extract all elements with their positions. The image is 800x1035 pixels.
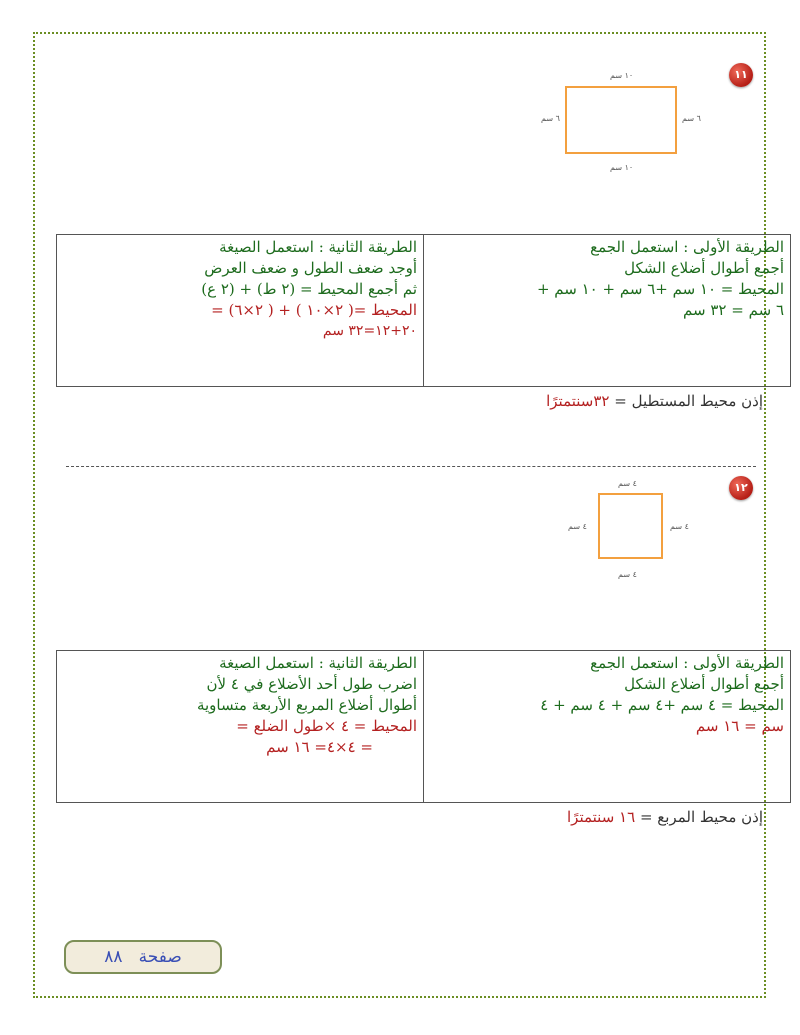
square-shape bbox=[598, 493, 663, 559]
square-left-dimension: ٤ سم bbox=[568, 522, 587, 531]
rectangle-bottom-dimension: ١٠ سم bbox=[610, 163, 634, 172]
method-one-line: أجمع أطوال أضلاع الشكل bbox=[624, 675, 784, 693]
page-number: ٨٨ bbox=[104, 947, 123, 967]
problem-number-badge: ١٢ bbox=[729, 476, 753, 500]
method-one-line: أجمع أطوال أضلاع الشكل bbox=[624, 259, 784, 277]
rectangle-shape bbox=[565, 86, 677, 154]
method-two-line: ثم أجمع المحيط = (٢ ط) + (٢ ع) bbox=[201, 280, 417, 298]
conclusion-label: إذن محيط المربع = bbox=[639, 808, 763, 826]
method-one-line: المحيط = ١٠ سم +٦ سم + ١٠ سم + bbox=[536, 280, 784, 298]
problem-number-badge: ١١ bbox=[729, 63, 753, 87]
method-two-line: المحيط =( ٢×١٠ ) + ( ٢×٦) = bbox=[211, 301, 417, 319]
method-two-line: المحيط = ٤ ×طول الضلع = bbox=[236, 717, 417, 735]
method-two-line: أطوال أضلاع المربع الأربعة متساوية bbox=[196, 696, 417, 714]
method-two-line: اضرب طول أحد الأضلاع في ٤ لأن bbox=[206, 675, 417, 693]
method-one-title: الطريقة الأولى : استعمل الجمع bbox=[590, 238, 784, 256]
conclusion-square bbox=[567, 808, 763, 826]
method-one-line: ٦ سم = ٣٢ سم bbox=[683, 301, 784, 319]
methods-table-rectangle bbox=[56, 234, 791, 387]
square-right-dimension: ٤ سم bbox=[670, 522, 689, 531]
methods-table-square bbox=[56, 650, 791, 803]
method-two-cell bbox=[57, 235, 424, 387]
method-two-title: الطريقة الثانية : استعمل الصيغة bbox=[219, 238, 417, 256]
page-label: صفحة bbox=[138, 947, 182, 967]
rectangle-left-dimension: ٦ سم bbox=[541, 114, 560, 123]
method-one-line: المحيط = ٤ سم +٤ سم + ٤ سم + ٤ bbox=[540, 696, 784, 714]
method-two-title: الطريقة الثانية : استعمل الصيغة bbox=[219, 654, 417, 672]
method-two-line: = ٤×٤= ١٦ سم bbox=[266, 738, 373, 756]
conclusion-rectangle bbox=[546, 392, 763, 410]
page-number-box bbox=[64, 940, 222, 974]
rectangle-right-dimension: ٦ سم bbox=[682, 114, 701, 123]
conclusion-value: ١٦ سنتمترًا bbox=[567, 808, 636, 826]
conclusion-label: إذن محيط المستطيل = bbox=[614, 392, 763, 410]
square-top-dimension: ٤ سم bbox=[618, 479, 637, 488]
square-bottom-dimension: ٤ سم bbox=[618, 570, 637, 579]
method-one-title: الطريقة الأولى : استعمل الجمع bbox=[590, 654, 784, 672]
method-one-cell bbox=[424, 235, 791, 387]
section-divider bbox=[66, 466, 756, 467]
method-one-cell bbox=[424, 651, 791, 803]
method-two-cell bbox=[57, 651, 424, 803]
method-two-line: أوجد ضعف الطول و ضعف العرض bbox=[204, 259, 417, 277]
rectangle-top-dimension: ١٠ سم bbox=[610, 71, 634, 80]
method-one-line: سم = ١٦ سم bbox=[695, 717, 784, 735]
conclusion-value: ٣٢سنتمترًا bbox=[546, 392, 610, 410]
method-two-line: ٢٠+١٢=٣٢ سم bbox=[322, 323, 417, 339]
